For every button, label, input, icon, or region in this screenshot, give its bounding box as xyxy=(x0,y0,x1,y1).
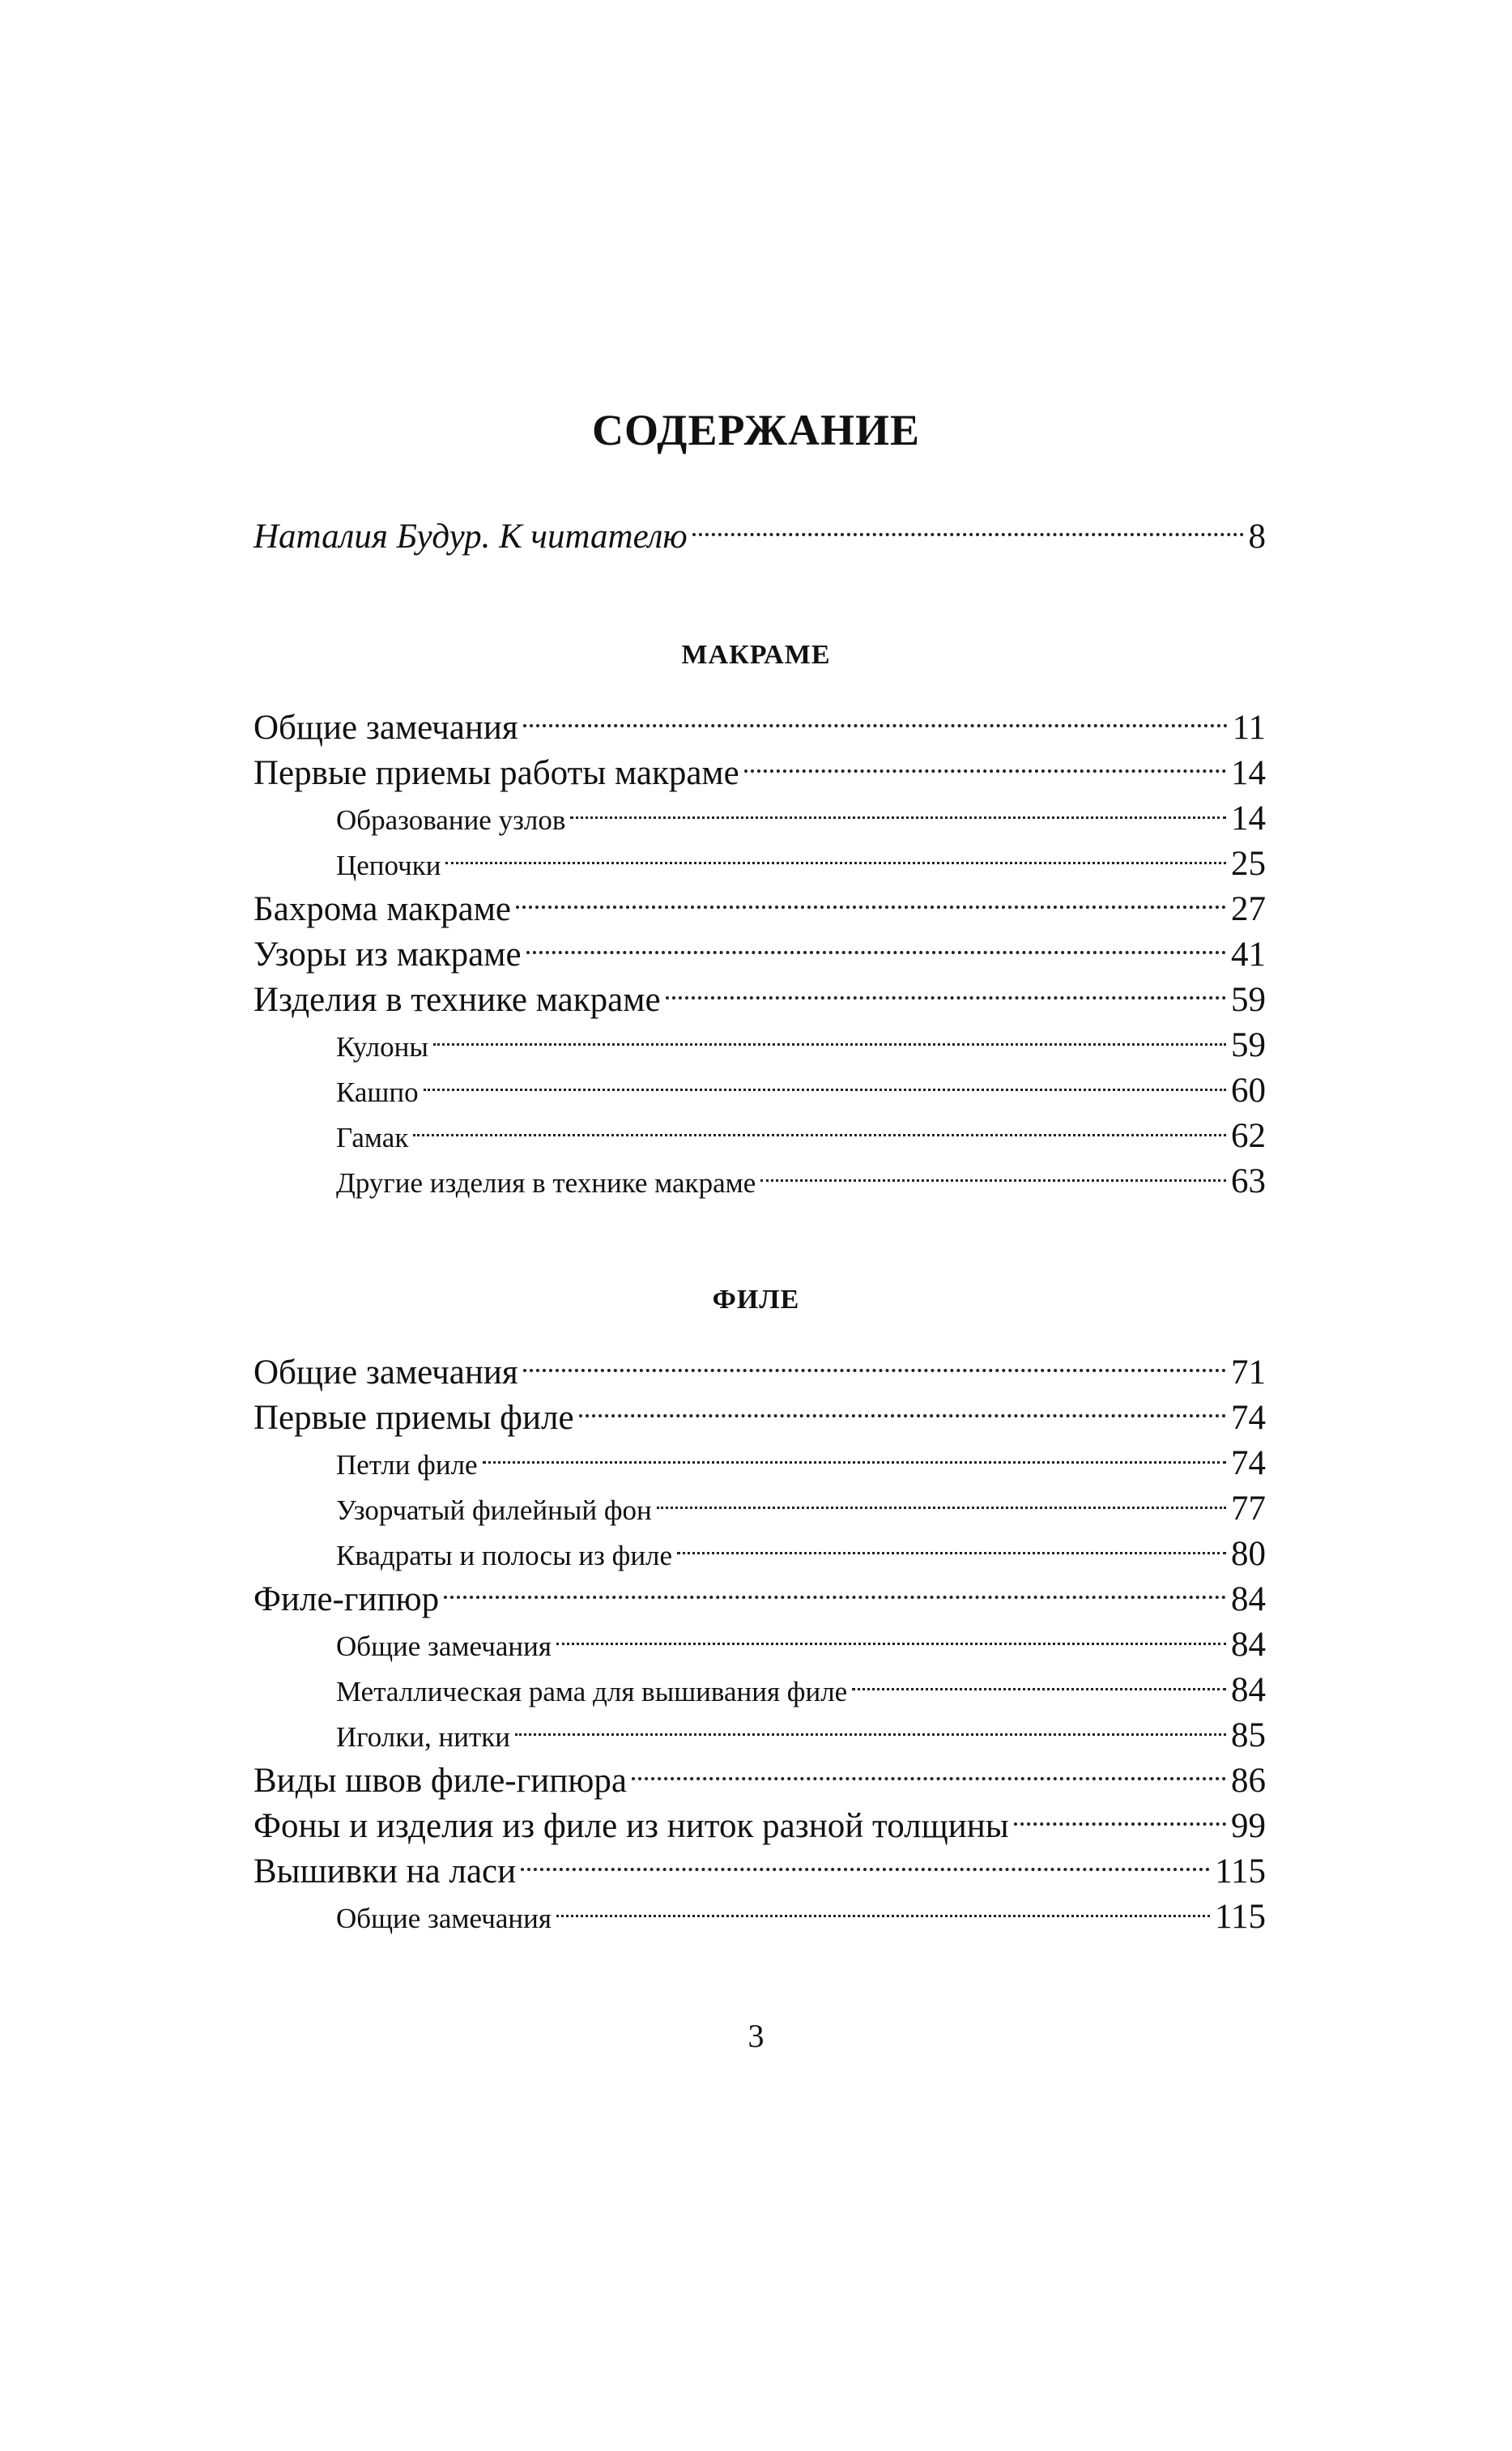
toc-entry-label: Первые приемы работы макраме xyxy=(253,754,739,792)
toc-entry-label: Вышивки на ласи xyxy=(253,1852,517,1890)
dot-leader xyxy=(1014,1792,1226,1837)
toc-entry-page: 84 xyxy=(1231,1671,1266,1709)
toc-entry-label: Кашпо xyxy=(336,1076,419,1108)
toc-entry-label: Первые приемы филе xyxy=(253,1399,574,1437)
toc-entry-page: 84 xyxy=(1231,1580,1266,1618)
toc-entry-page: 74 xyxy=(1231,1399,1266,1437)
toc-entry-label: Общие замечания xyxy=(253,1353,518,1392)
dot-leader xyxy=(523,1338,1226,1383)
toc-entry-page: 115 xyxy=(1215,1898,1266,1936)
dot-leader xyxy=(556,1882,1210,1928)
toc-entry-page: 41 xyxy=(1231,936,1266,974)
toc-entry-page: 27 xyxy=(1231,890,1266,928)
dot-leader xyxy=(444,1565,1226,1610)
dot-leader xyxy=(677,1520,1226,1565)
toc-entry[interactable] xyxy=(253,502,1266,556)
section-heading-file: ФИЛЕ xyxy=(712,1285,800,1315)
toc-section-file xyxy=(253,1338,1266,1936)
section-heading-macrame: МАКРАМЕ xyxy=(681,640,831,670)
dot-leader xyxy=(570,784,1226,829)
dot-leader xyxy=(666,965,1226,1011)
dot-leader xyxy=(692,502,1244,548)
toc-entry-page: 63 xyxy=(1231,1162,1266,1200)
toc-entry-page: 14 xyxy=(1231,799,1266,838)
toc-entry-page: 59 xyxy=(1231,981,1266,1019)
toc-entry-label: Квадраты и полосы из филе xyxy=(336,1540,673,1571)
toc-entry-page: 77 xyxy=(1231,1490,1266,1528)
page-number: 3 xyxy=(747,2018,765,2054)
toc-section-macrame xyxy=(253,693,1266,1200)
dot-leader xyxy=(516,875,1226,920)
toc-entry-label: Наталия Будур. К читателю xyxy=(253,518,688,556)
toc-entry-label: Фоны и изделия из филе из ниток разной толщины xyxy=(253,1807,1009,1845)
dot-leader xyxy=(526,920,1226,965)
toc-entry-label: Цепочки xyxy=(336,850,441,881)
toc-entry-label: Узоры из макраме xyxy=(253,936,522,974)
toc-entry-label: Узорчатый филейный фон xyxy=(336,1494,652,1526)
dot-leader xyxy=(657,1474,1226,1520)
toc-entry-label: Образование узлов xyxy=(336,804,566,836)
dot-leader xyxy=(413,1102,1226,1147)
toc-entry-page: 86 xyxy=(1231,1762,1266,1800)
toc-entry-label: Иголки, нитки xyxy=(336,1721,510,1753)
toc-entry[interactable] xyxy=(253,1338,1266,1392)
dot-leader xyxy=(433,1011,1226,1056)
toc-entry-label: Изделия в технике макраме xyxy=(253,981,661,1019)
toc-entry-label: Другие изделия в технике макраме xyxy=(336,1167,756,1199)
toc-entry-page: 84 xyxy=(1231,1626,1266,1664)
toc-entry-label: Кулоны xyxy=(336,1031,428,1063)
dot-leader xyxy=(556,1610,1226,1656)
dot-leader xyxy=(424,1056,1226,1102)
dot-leader xyxy=(744,739,1226,784)
dot-leader xyxy=(852,1656,1226,1701)
toc-entry-page: 71 xyxy=(1231,1353,1266,1392)
toc-entry-label: Филе-гипюр xyxy=(253,1580,440,1618)
toc-entry[interactable] xyxy=(253,693,1266,747)
toc-entry-page: 8 xyxy=(1248,518,1266,556)
toc-entry-label: Петли филе xyxy=(336,1449,478,1481)
toc-entry-page: 14 xyxy=(1231,754,1266,792)
toc-entry-label: Бахрома макраме xyxy=(253,890,511,928)
dot-leader xyxy=(632,1746,1226,1792)
toc-entry-label: Общие замечания xyxy=(253,709,518,747)
dot-leader xyxy=(521,1837,1210,1882)
dot-leader xyxy=(483,1429,1226,1474)
toc-entry-page: 99 xyxy=(1231,1807,1266,1845)
toc-entry-page: 115 xyxy=(1215,1852,1266,1890)
dot-leader xyxy=(760,1147,1226,1192)
toc-entry-page: 11 xyxy=(1232,709,1266,747)
toc-entry-label: Виды швов филе-гипюра xyxy=(253,1762,627,1800)
dot-leader xyxy=(515,1701,1226,1746)
toc-entry-page: 74 xyxy=(1231,1444,1266,1482)
toc-entry-page: 25 xyxy=(1231,845,1266,883)
toc-entry-page: 85 xyxy=(1231,1716,1266,1754)
toc-entry-page: 60 xyxy=(1231,1072,1266,1110)
toc-entry-label: Гамак xyxy=(336,1122,409,1153)
toc-entry-label: Общие замечания xyxy=(336,1630,552,1662)
toc-intro xyxy=(253,502,1266,556)
toc-entry-page: 59 xyxy=(1231,1026,1266,1064)
toc-entry-label: Металлическая рама для вышивания филе xyxy=(336,1676,848,1707)
toc-entry-page: 80 xyxy=(1231,1535,1266,1573)
toc-entry-page: 62 xyxy=(1231,1117,1266,1155)
toc-entry-label: Общие замечания xyxy=(336,1903,552,1934)
dot-leader xyxy=(445,829,1226,875)
page-title: СОДЕРЖАНИЕ xyxy=(592,406,920,454)
dot-leader xyxy=(579,1383,1226,1429)
dot-leader xyxy=(523,693,1228,739)
